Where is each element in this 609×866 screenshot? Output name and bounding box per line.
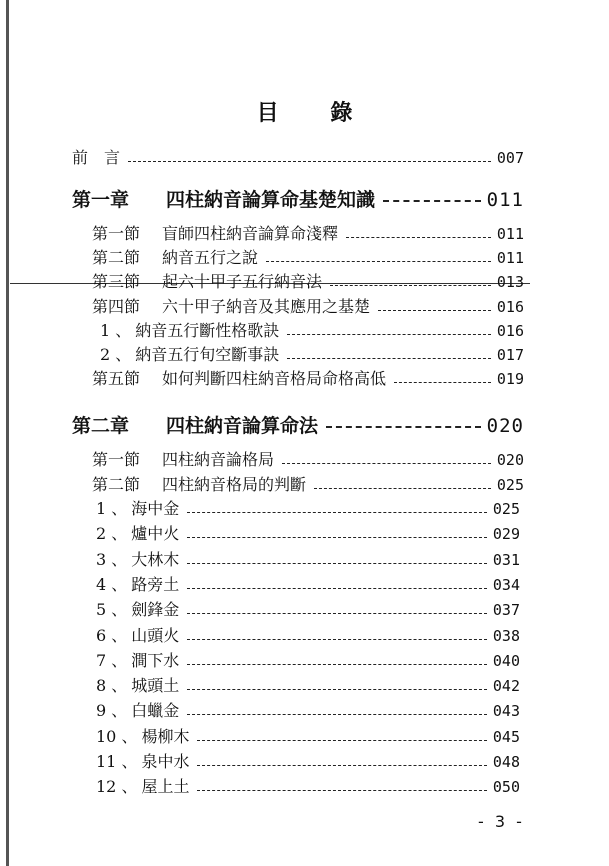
- toc-entry[interactable]: [92, 446, 524, 470]
- toc-entry-title: 納音五行之說: [162, 248, 259, 268]
- toc-entry[interactable]: [96, 546, 520, 570]
- chapter-title: 四柱納音論算命基楚知識: [166, 189, 376, 211]
- item-number: 4 、: [96, 574, 128, 594]
- item-number: 11 、: [96, 752, 138, 771]
- toc-page-number: 017: [496, 346, 524, 364]
- item-number: 3 、: [96, 549, 128, 569]
- leader-dots: [187, 536, 487, 538]
- page-title: 目 錄: [256, 101, 375, 126]
- item-number: 12 、: [96, 777, 138, 797]
- leader-dots: [287, 357, 491, 359]
- leader-dots: [128, 160, 491, 162]
- item-number: 6 、: [96, 625, 128, 645]
- leader-dots: [187, 688, 487, 690]
- toc-page-number: 043: [492, 702, 520, 721]
- section-number: 第一節: [92, 224, 141, 243]
- toc-page-number: 050: [492, 778, 520, 797]
- item-number: 7 、: [96, 650, 128, 670]
- leader-dots: [314, 487, 491, 489]
- toc-entry-title: 白蠟金: [131, 701, 180, 721]
- toc-page-number: 007: [496, 149, 524, 167]
- toc-page-number: 016: [496, 321, 524, 340]
- toc-page-number: 029: [492, 525, 520, 544]
- toc-page-number: 020: [486, 415, 524, 437]
- leader-dots: [187, 663, 487, 665]
- toc-entry-title: 大林木: [131, 549, 180, 569]
- toc-entry[interactable]: [96, 495, 520, 519]
- item-number: 8 、: [96, 676, 128, 696]
- section-number: 第二節: [92, 248, 141, 268]
- item-number: 5 、: [96, 600, 128, 620]
- toc-entry-title: 澗下水: [131, 650, 180, 670]
- toc-entry[interactable]: [92, 293, 524, 317]
- toc-entry-label: 前 言: [72, 148, 121, 167]
- toc-page-number: 034: [492, 575, 520, 594]
- toc-chapter-2[interactable]: [72, 412, 524, 436]
- toc-entry-title: 盲師四柱納音論算命淺釋: [162, 224, 339, 243]
- toc-entry-preface[interactable]: [72, 144, 524, 168]
- section-number: 第二節: [92, 474, 141, 494]
- chapter-number: 第二章: [72, 415, 130, 437]
- toc-entry[interactable]: [92, 244, 524, 268]
- item-number: 10 、: [96, 726, 138, 746]
- toc-entry-title: 劍鋒金: [131, 600, 180, 620]
- toc-entry[interactable]: [96, 647, 520, 671]
- binding-edge: [6, 0, 9, 866]
- toc-entry[interactable]: [92, 365, 524, 389]
- toc-page-number: 038: [492, 626, 520, 645]
- leader-dots: [346, 236, 491, 238]
- leader-dots: [197, 764, 486, 766]
- toc-page-number: 042: [492, 677, 520, 696]
- leader-dots: [394, 381, 491, 383]
- toc-entry[interactable]: [96, 773, 520, 797]
- section-number: 第四節: [92, 296, 141, 316]
- toc-page-number: 011: [496, 225, 524, 243]
- toc-page-number: 037: [492, 601, 520, 620]
- toc-entry[interactable]: [96, 723, 520, 747]
- toc-entry-title: 路旁土: [131, 574, 180, 594]
- toc-page-number: 011: [496, 249, 524, 268]
- leader-dots: [330, 284, 491, 286]
- toc-entry[interactable]: [92, 268, 524, 292]
- leader-dots: [287, 333, 491, 335]
- leader-dots: [326, 425, 481, 428]
- item-number: 9 、: [96, 701, 128, 721]
- leader-dots: [266, 260, 491, 262]
- toc-page-number: 019: [496, 370, 524, 389]
- leader-dots: [383, 199, 481, 202]
- toc-entry-title: 四柱納音格局的判斷: [162, 474, 307, 494]
- toc-page-number: 031: [492, 550, 520, 569]
- item-number: 2 、: [100, 345, 132, 364]
- leader-dots: [282, 462, 491, 464]
- toc-entry[interactable]: [96, 672, 520, 696]
- toc-entry-title: 四柱納音論格局: [162, 450, 275, 469]
- section-number: 第三節: [92, 272, 141, 292]
- toc-entry[interactable]: [96, 571, 520, 595]
- toc-entry-title: 納音五行斷性格歌訣: [135, 320, 280, 340]
- toc-entry-title: 山頭火: [131, 625, 180, 645]
- leader-dots: [378, 309, 491, 311]
- toc-entry-title: 屋上土: [141, 777, 190, 797]
- toc-page-number: 011: [486, 189, 524, 211]
- leader-dots: [187, 612, 487, 614]
- leader-dots: [187, 638, 487, 640]
- toc-entry-title: 如何判斷四柱納音格局命格高低: [162, 369, 387, 389]
- leader-dots: [197, 789, 486, 791]
- toc-entry-title: 六十甲子納音及其應用之基楚: [162, 296, 371, 316]
- toc-entry[interactable]: [96, 596, 520, 620]
- item-number: 1 、: [96, 499, 128, 518]
- toc-page-number: 020: [496, 451, 524, 469]
- toc-page-number: 016: [496, 297, 524, 316]
- chapter-title: 四柱納音論算命法: [166, 415, 319, 437]
- section-number: 第一節: [92, 450, 141, 469]
- toc-page-number: 040: [492, 651, 520, 670]
- toc-entry-title: 楊柳木: [141, 726, 190, 746]
- toc-page-number: 025: [496, 475, 524, 494]
- item-number: 1 、: [100, 320, 132, 340]
- item-number: 2 、: [96, 524, 128, 544]
- chapter-number: 第一章: [72, 189, 130, 211]
- toc-page-number: 045: [492, 727, 520, 746]
- toc-page-number: 013: [496, 273, 524, 292]
- toc-entry-title: 爐中火: [131, 524, 180, 544]
- leader-dots: [197, 739, 486, 741]
- leader-dots: [187, 562, 487, 564]
- toc-entry[interactable]: [100, 341, 524, 365]
- toc-entry[interactable]: [92, 471, 524, 495]
- toc-entry-title: 納音五行旬空斷事訣: [135, 345, 280, 364]
- toc-entry[interactable]: [96, 748, 520, 772]
- section-number: 第五節: [92, 369, 141, 389]
- toc-entry-title: 起六十甲子五行納音法: [162, 272, 323, 292]
- page-number: - 3 -: [478, 812, 525, 831]
- toc-entry[interactable]: [96, 520, 520, 544]
- toc-entry-title: 泉中水: [141, 752, 190, 771]
- leader-dots: [187, 587, 487, 589]
- toc-page-number: 048: [492, 753, 520, 771]
- toc-page-number: 025: [492, 500, 520, 518]
- toc-chapter-1[interactable]: [72, 186, 524, 210]
- toc-entry[interactable]: [92, 220, 524, 244]
- toc-entry-title: 海中金: [131, 499, 180, 518]
- toc-entry[interactable]: [100, 317, 524, 341]
- toc-entry-title: 城頭土: [131, 676, 180, 696]
- leader-dots: [187, 511, 487, 513]
- toc-entry[interactable]: [96, 697, 520, 721]
- leader-dots: [187, 713, 487, 715]
- toc-entry[interactable]: [96, 622, 520, 646]
